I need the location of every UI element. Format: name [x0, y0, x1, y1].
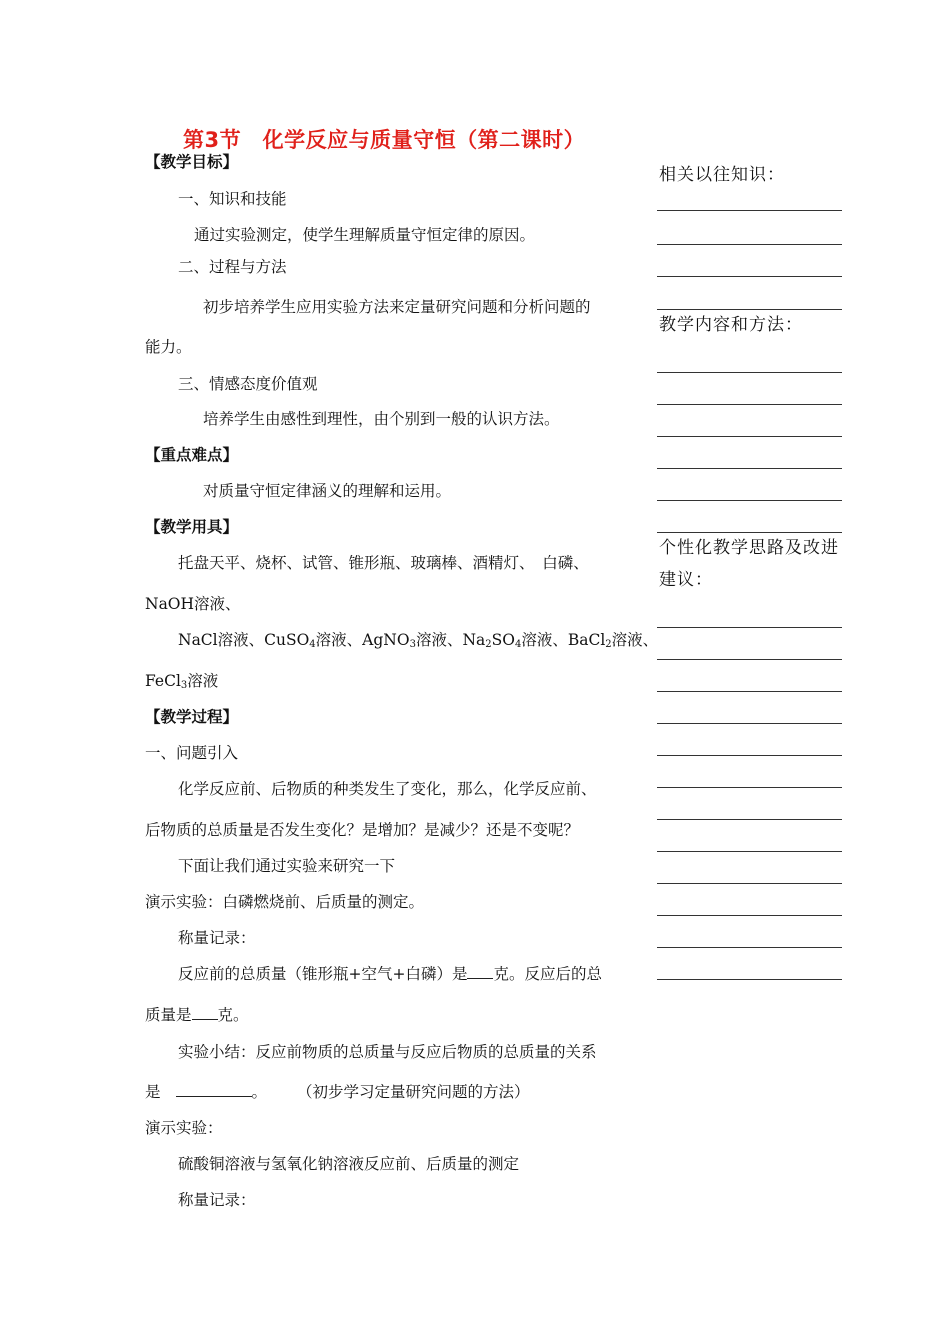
note-line[interactable] — [657, 659, 842, 660]
note-line[interactable] — [657, 210, 842, 211]
demo1-title: 演示实验：白磷燃烧前、后质量的测定。 — [145, 893, 425, 911]
mass-before-blank[interactable] — [467, 964, 493, 979]
record2-label: 称量记录： — [178, 1191, 256, 1209]
goal3-text: 培养学生由感性到理性，由个别到一般的认识方法。 — [203, 410, 560, 428]
note-line[interactable] — [657, 787, 842, 788]
tools-line1: 托盘天平、烧杯、试管、锥形瓶、玻璃棒、酒精灯、 白磷、 — [178, 554, 589, 572]
record1-line1-text2: 克。反应后的总 — [493, 965, 602, 983]
summary-line2-text: 是 — [145, 1083, 161, 1101]
tools-line4-sub1: 3 — [180, 680, 188, 691]
note-line[interactable] — [657, 372, 842, 373]
intro-line3: 下面让我们通过实验来研究一下 — [178, 857, 396, 875]
note-line[interactable] — [657, 851, 842, 852]
goal2-text-line2: 能力。 — [145, 338, 192, 356]
sidebar-personal-label-line2: 建议： — [659, 570, 713, 590]
tools-line3-sub5: 2 — [605, 639, 612, 650]
intro-line2: 后物质的总质量是否发生变化？是增加？是减少？还是不变呢？ — [145, 821, 580, 839]
section-heading-goals: 【教学目标】 — [145, 152, 239, 171]
note-line[interactable] — [657, 276, 842, 277]
record1-line2-text: 质量是 — [145, 1006, 192, 1024]
goal1-text: 通过实验测定，使学生理解质量守恒定律的原因。 — [194, 226, 536, 244]
note-line[interactable] — [657, 755, 842, 756]
tools-line3-part6: 溶液、 — [611, 631, 659, 649]
goal1-heading: 一、知识和技能 — [178, 190, 287, 208]
note-line[interactable] — [657, 468, 842, 469]
tools-line3 — [178, 630, 658, 650]
note-line[interactable] — [657, 436, 842, 437]
tools-line3-sub4: 4 — [514, 639, 522, 650]
note-line[interactable] — [657, 947, 842, 948]
record1-line1-text: 反应前的总质量（锥形瓶+空气+白磷）是 — [178, 965, 468, 983]
demo2-text: 硫酸铜溶液与氢氧化钠溶液反应前、后质量的测定 — [178, 1155, 520, 1173]
tools-line4 — [145, 671, 218, 691]
summary-line2-punct: 。 — [251, 1083, 268, 1101]
tools-line4-part1: FeCl — [145, 672, 181, 690]
tools-line3-part1: NaCl溶液、CuSO — [178, 631, 310, 649]
relation-blank[interactable] — [176, 1082, 252, 1097]
summary-line2-note: （初步学习定量研究问题的方法） — [297, 1083, 530, 1101]
note-line[interactable] — [657, 500, 842, 501]
intro-heading: 一、问题引入 — [145, 744, 239, 762]
section-heading-process: 【教学过程】 — [145, 707, 239, 726]
summary-line1: 实验小结：反应前物质的总质量与反应后物质的总质量的关系 — [178, 1043, 597, 1061]
tools-line2: NaOH溶液、 — [145, 595, 241, 613]
note-line[interactable] — [657, 691, 842, 692]
tools-line4-part2: 溶液 — [187, 672, 219, 690]
page-title: 第3节 化学反应与质量守恒（第二课时） — [183, 128, 586, 152]
record1-line2 — [145, 1005, 249, 1025]
note-line[interactable] — [657, 627, 842, 628]
mass-after-blank[interactable] — [192, 1005, 218, 1020]
sidebar-personal-label-line1: 个性化教学思路及改进 — [659, 538, 839, 558]
note-line[interactable] — [657, 819, 842, 820]
section-heading-tools: 【教学用具】 — [145, 517, 239, 536]
goal2-text-line1: 初步培养学生应用实验方法来定量研究问题和分析问题的 — [203, 298, 591, 316]
section-heading-key: 【重点难点】 — [145, 445, 239, 464]
tools-line3-sub3: 2 — [485, 639, 492, 650]
note-line[interactable] — [657, 723, 842, 724]
tools-line3-part3: 溶液、Na — [415, 631, 486, 649]
intro-line1: 化学反应前、后物质的种类发生了变化，那么，化学反应前、 — [178, 780, 597, 798]
tools-line3-sub2: 3 — [409, 639, 416, 650]
tools-line3-part2: 溶液、AgNO — [315, 631, 410, 649]
summary-line2 — [145, 1082, 530, 1102]
tools-line3-sub1: 4 — [309, 639, 316, 650]
record1-label: 称量记录： — [178, 929, 256, 947]
note-line[interactable] — [657, 883, 842, 884]
tools-line3-part5: 溶液、BaCl — [521, 631, 606, 649]
record1-line2-text2: 克。 — [217, 1006, 249, 1024]
note-line[interactable] — [657, 915, 842, 916]
note-line[interactable] — [657, 532, 842, 533]
note-line[interactable] — [657, 244, 842, 245]
sidebar-content-method-label: 教学内容和方法： — [659, 315, 803, 335]
goal2-heading: 二、过程与方法 — [178, 258, 287, 276]
demo2-title: 演示实验： — [145, 1119, 223, 1137]
sidebar-prior-knowledge-label: 相关以往知识： — [659, 165, 785, 185]
record1-line1 — [178, 964, 602, 984]
note-line[interactable] — [657, 309, 842, 310]
note-line[interactable] — [657, 404, 842, 405]
note-line[interactable] — [657, 979, 842, 980]
tools-line3-part4: SO — [491, 631, 515, 649]
goal3-heading: 三、情感态度价值观 — [178, 375, 318, 393]
key-text: 对质量守恒定律涵义的理解和运用。 — [203, 482, 452, 500]
